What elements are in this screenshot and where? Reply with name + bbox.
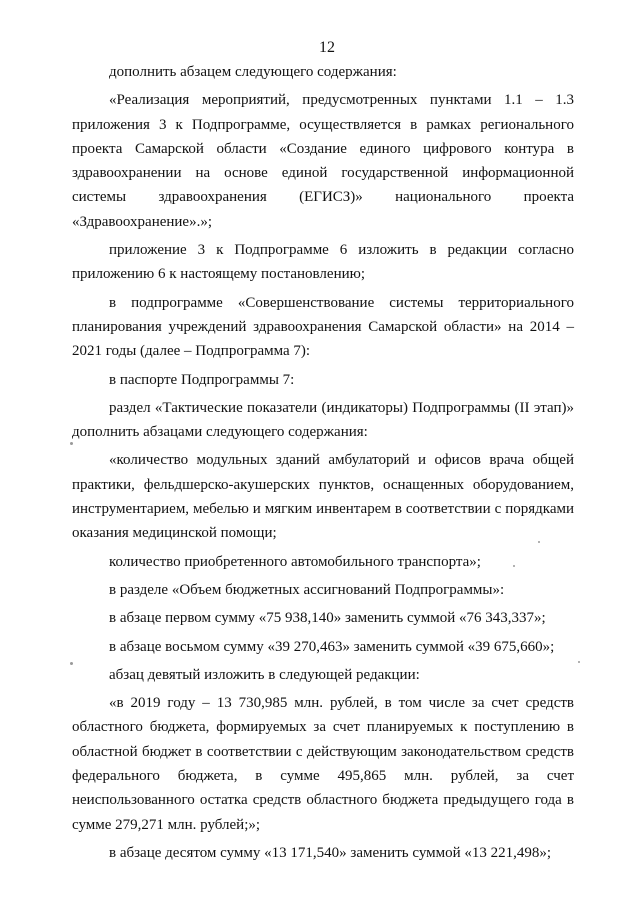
paragraph-2019-year: «в 2019 году – 13 730,985 млн. рублей, в том числе за счет средств областного бюджета, формируемых за счет планируемых к поступлению в областной бюджет в соответствии с действующим законодательством средств федерального бюджета, в сумме 495,865 млн. рублей, за счет неиспользованного остатка средств областного бюджета предыдущего года в сумме 279,271 млн. рублей;»; (72, 695, 574, 833)
scan-speck (70, 662, 73, 665)
paragraph-implementation: «Реализация мероприятий, предусмотренных пунктами 1.1 – 1.3 приложения 3 к Подпрограмме, осуществляется в рамках регионального проекта Самарской области «Создание единого цифрового контура в здравоохранении на основе единой государственной информационной системы здравоохранения (ЕГИСЗ)» национального проекта «Здравоохранение».»; (72, 92, 574, 230)
paragraph-ninth-heading: абзац девятый изложить в следующей редакции: (109, 666, 420, 683)
page-number: 12 (319, 39, 335, 56)
scan-speck (513, 565, 515, 567)
scan-speck (578, 661, 580, 663)
paragraph-intro: дополнить абзацем следующего содержания: (109, 64, 397, 80)
paragraph-first-sum: в абзаце первом сумму «75 938,140» заменить суммой «76 343,337»; (109, 610, 546, 627)
scan-speck (538, 541, 540, 543)
paragraph-budget-section: в разделе «Объем бюджетных ассигнований Подпрограммы»: (109, 581, 505, 598)
paragraph-tactical-indicators: раздел «Тактические показатели (индикаторы) Подпрограммы (II этап)» дополнить абзацами следующего содержания: (72, 399, 574, 441)
paragraph-tenth-sum: в абзаце десятом сумму «13 171,540» заменить суммой «13 221,498»; (109, 844, 552, 861)
paragraph-appendix-3: приложение 3 к Подпрограмме 6 изложить в редакции согласно приложению 6 к настоящему постановлению; (72, 242, 574, 283)
paragraph-eighth-sum: в абзаце восьмом сумму «39 270,463» заменить суммой «39 675,660»; (109, 638, 555, 655)
paragraph-modular-buildings: «количество модульных зданий амбулаторий и офисов врача общей практики, фельдшерско-акушерских пунктов, оснащенных оборудованием, инструментарием, мебелью и мягким инвентарем в соответствии с порядками оказания медицинской помощи; (72, 452, 574, 542)
paragraph-passport: в паспорте Подпрограммы 7: (109, 371, 295, 388)
scan-speck (70, 442, 73, 445)
paragraph-subprogram-7: в подпрограмме «Совершенствование системы территориального планирования учреждений здравоохранения Самарской области» на 2014 – 2021 годы (далее – Подпрограмма 7): (72, 294, 574, 360)
paragraph-vehicles: количество приобретенного автомобильного транспорта»; (109, 553, 481, 570)
